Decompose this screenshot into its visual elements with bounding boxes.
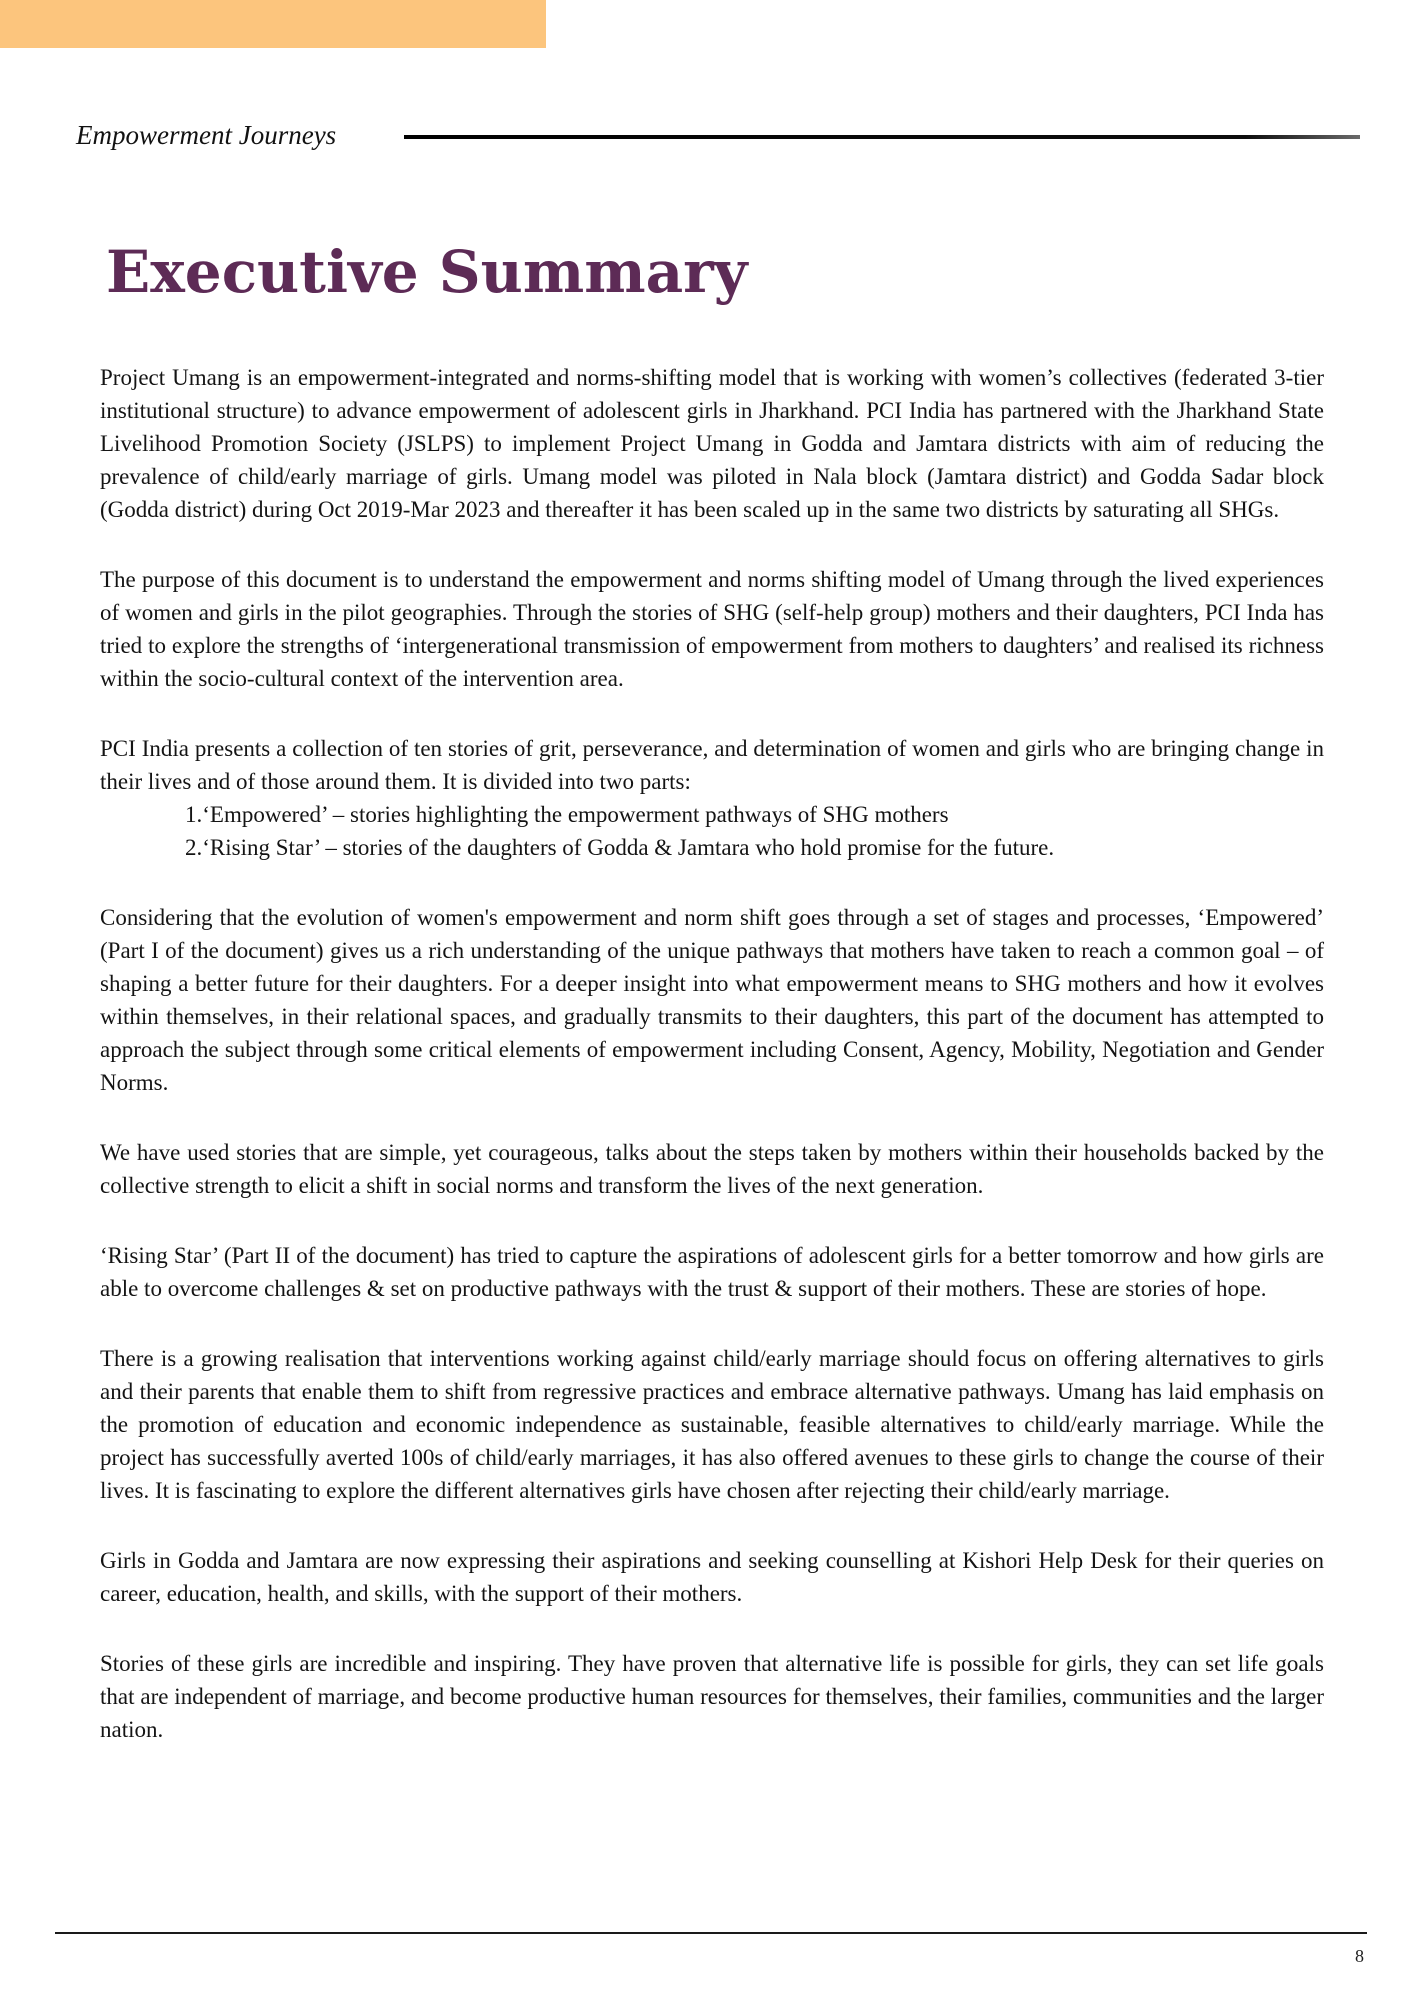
paragraph: There is a growing realisation that interventions working against child/early marriage should focus on offering alternatives to girls and their parents that enable them to shift from regressive practices and embrace alternative pathways. Umang has laid emphasis on the promotion of education and economic independence as sustainable, feasible alternatives to child/early marriage. While the project has successfully averted 100s of child/early marriages, it has also offered avenues to these girls to change the course of their lives. It is fascinating to explore the different alternatives girls have chosen after rejecting their child/early marriage.: [100, 1346, 1324, 1503]
story-parts-list: [100, 798, 1324, 864]
list-item-number: 2.: [185, 835, 203, 860]
page-number: 8: [1355, 1946, 1364, 1966]
paragraph: PCI India presents a collection of ten stories of grit, perseverance, and determination of women and girls who are bringing change in their lives and of those around them. It is divided into two parts:: [100, 736, 1324, 794]
page-title: Executive Summary: [106, 238, 748, 306]
list-item: [185, 798, 1324, 831]
paragraph: ‘Rising Star’ (Part II of the document) has tried to capture the aspirations of adolescent girls for a better tomorrow and how girls are able to overcome challenges & set on productive pathways with the trust & support of their mothers. These are stories of hope.: [100, 1243, 1324, 1301]
running-header: Empowerment Journeys: [76, 120, 337, 150]
list-item: [185, 831, 1324, 864]
paragraph: The purpose of this document is to understand the empowerment and norms shifting model of Umang through the lived experiences of women and girls in the pilot geographies. Through the stories of SHG (self-help group) mothers and their daughters, PCI Inda has tried to explore the strengths of ‘intergenerational transmission of empowerment from mothers to daughters’ and realised its richness within the socio-cultural context of the intervention area.: [100, 567, 1324, 691]
footer-rule: [55, 1932, 1367, 1934]
paragraph: We have used stories that are simple, yet courageous, talks about the steps taken by mothers within their households backed by the collective strength to elicit a shift in social norms and transform the lives of the next generation.: [100, 1140, 1324, 1198]
list-item-text: ‘Empowered’ – stories highlighting the empowerment pathways of SHG mothers: [202, 802, 949, 827]
header-rule: [404, 135, 1360, 139]
paragraph: Stories of these girls are incredible and inspiring. They have proven that alternative life is possible for girls, they can set life goals that are independent of marriage, and become productive human resources for themselves, their families, communities and the larger nation.: [100, 1651, 1324, 1742]
list-item-text: ‘Rising Star’ – stories of the daughters of Godda & Jamtara who hold promise for the future.: [202, 835, 1055, 860]
top-accent-bar: [0, 0, 546, 48]
list-item-number: 1.: [185, 802, 203, 827]
paragraph: Project Umang is an empowerment-integrated and norms-shifting model that is working with women’s collectives (federated 3-tier institutional structure) to advance empowerment of adolescent girls in Jharkhand. PCI India has partnered with the Jharkhand State Livelihood Promotion Society (JSLPS) to implement Project Umang in Godda and Jamtara districts with aim of reducing the prevalence of child/early marriage of girls. Umang model was piloted in Nala block (Jamtara district) and Godda Sadar block (Godda district) during Oct 2019-Mar 2023 and thereafter it has been scaled up in the same two districts by saturating all SHGs.: [100, 365, 1324, 522]
body-text: [100, 361, 1324, 1783]
paragraph: Girls in Godda and Jamtara are now expressing their aspirations and seeking counselling at Kishori Help Desk for their queries on career, education, health, and skills, with the support of their mothers.: [100, 1548, 1324, 1606]
paragraph: Considering that the evolution of women's empowerment and norm shift goes through a set of stages and processes, ‘Empowered’ (Part I of the document) gives us a rich understanding of the unique pathways that mothers have taken to reach a common goal – of shaping a better future for their daughters. For a deeper insight into what empowerment means to SHG mothers and how it evolves within themselves, in their relational spaces, and gradually transmits to their daughters, this part of the document has attempted to approach the subject through some critical elements of empowerment including Consent, Agency, Mobility, Negotiation and Gender Norms.: [100, 905, 1324, 1095]
